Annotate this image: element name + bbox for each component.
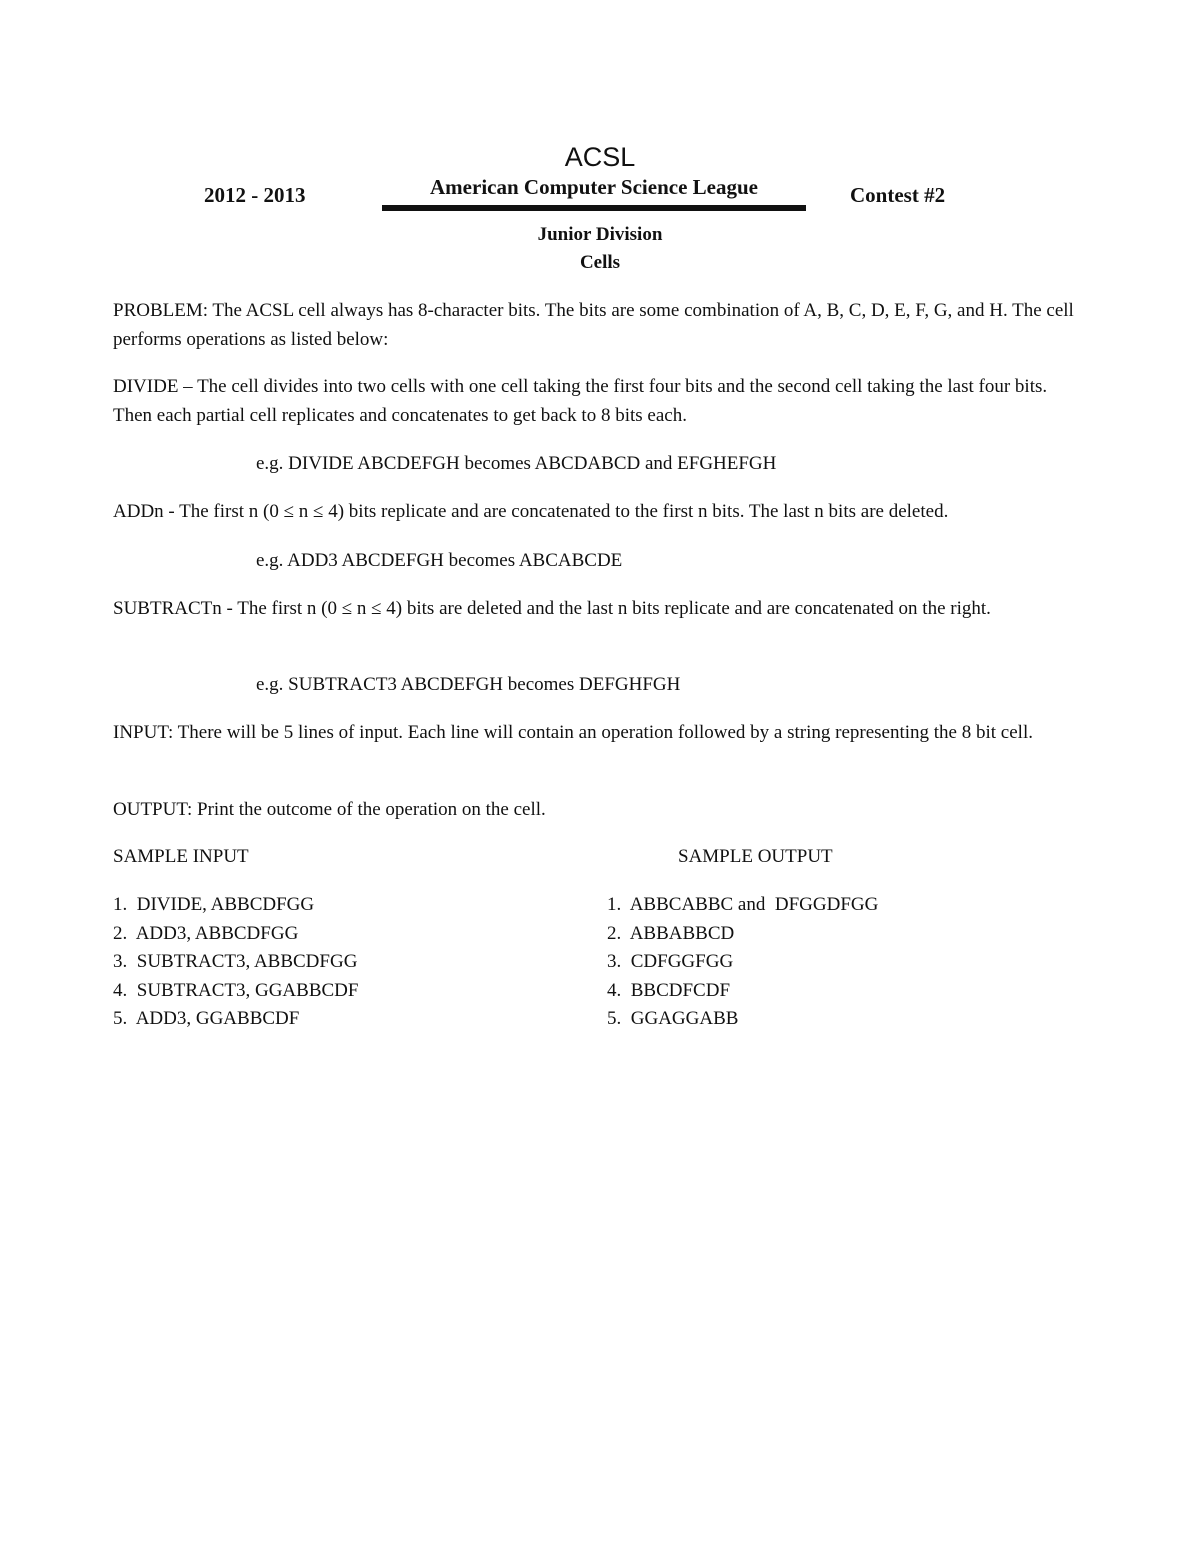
sample-input-line: 4. SUBTRACT3, GGABBCDF xyxy=(113,979,359,1001)
input-paragraph: INPUT: There will be 5 lines of input. Each line will contain an operation followed by a string representing the 8 bit cell. xyxy=(113,722,1033,743)
subtract-paragraph: SUBTRACTn - The first n (0 ≤ n ≤ 4) bits are deleted and the last n bits replicate and are concatenated on the right. xyxy=(113,598,991,619)
subtract-example: e.g. SUBTRACT3 ABCDEFGH becomes DEFGHFGH xyxy=(256,674,681,695)
sample-input-list xyxy=(113,891,358,1034)
contest-year: 2012 - 2013 xyxy=(204,183,306,207)
division-title: Junior Division xyxy=(537,224,663,245)
sample-input-line: 1. DIVIDE, ABBCDFGG xyxy=(113,894,315,915)
add-paragraph: ADDn - The first n (0 ≤ n ≤ 4) bits replicate and are concatenated to the first n bits. The last n bits are deleted. xyxy=(113,501,949,522)
sample-output-heading: SAMPLE OUTPUT xyxy=(678,846,833,867)
sample-input-heading: SAMPLE INPUT xyxy=(113,846,249,867)
sample-output-line: 4. BBCDFCDF xyxy=(607,979,731,1001)
divide-paragraph: DIVIDE – The cell divides into two cells with one cell taking the first four bits and the second cell taking the last four bits. Then each partial cell replicates and concatenates to get back to 8 bits each. xyxy=(113,376,1048,426)
sample-output-list xyxy=(607,891,878,1034)
organization-name: American Computer Science League xyxy=(430,175,758,199)
sample-output-line: 2. ABBABBCD xyxy=(607,922,735,944)
header-rule xyxy=(382,205,806,211)
contest-number: Contest #2 xyxy=(850,183,946,207)
problem-paragraph: PROBLEM: The ACSL cell always has 8-character bits. The bits are some combination of A, B, C, D, E, F, G, and H. The cell performs operations as listed below: xyxy=(113,300,1074,350)
problem-title: Cells xyxy=(579,252,621,273)
org-acronym: ACSL xyxy=(564,142,636,172)
add-example: e.g. ADD3 ABCDEFGH becomes ABCABCDE xyxy=(256,550,623,571)
sample-input-line: 5. ADD3, GGABBCDF xyxy=(113,1008,300,1030)
sample-input-line: 3. SUBTRACT3, ABBCDFGG xyxy=(113,951,358,973)
divide-example: e.g. DIVIDE ABCDEFGH becomes ABCDABCD and EFGHEFGH xyxy=(256,453,777,474)
sample-output-line: 5. GGAGGABB xyxy=(607,1008,739,1030)
output-paragraph: OUTPUT: Print the outcome of the operation on the cell. xyxy=(113,799,546,820)
sample-output-line: 3. CDFGGFGG xyxy=(607,951,734,973)
sample-input-line: 2. ADD3, ABBCDFGG xyxy=(113,922,299,944)
sample-output-line: 1. ABBCABBC and DFGGDFGG xyxy=(607,894,879,915)
